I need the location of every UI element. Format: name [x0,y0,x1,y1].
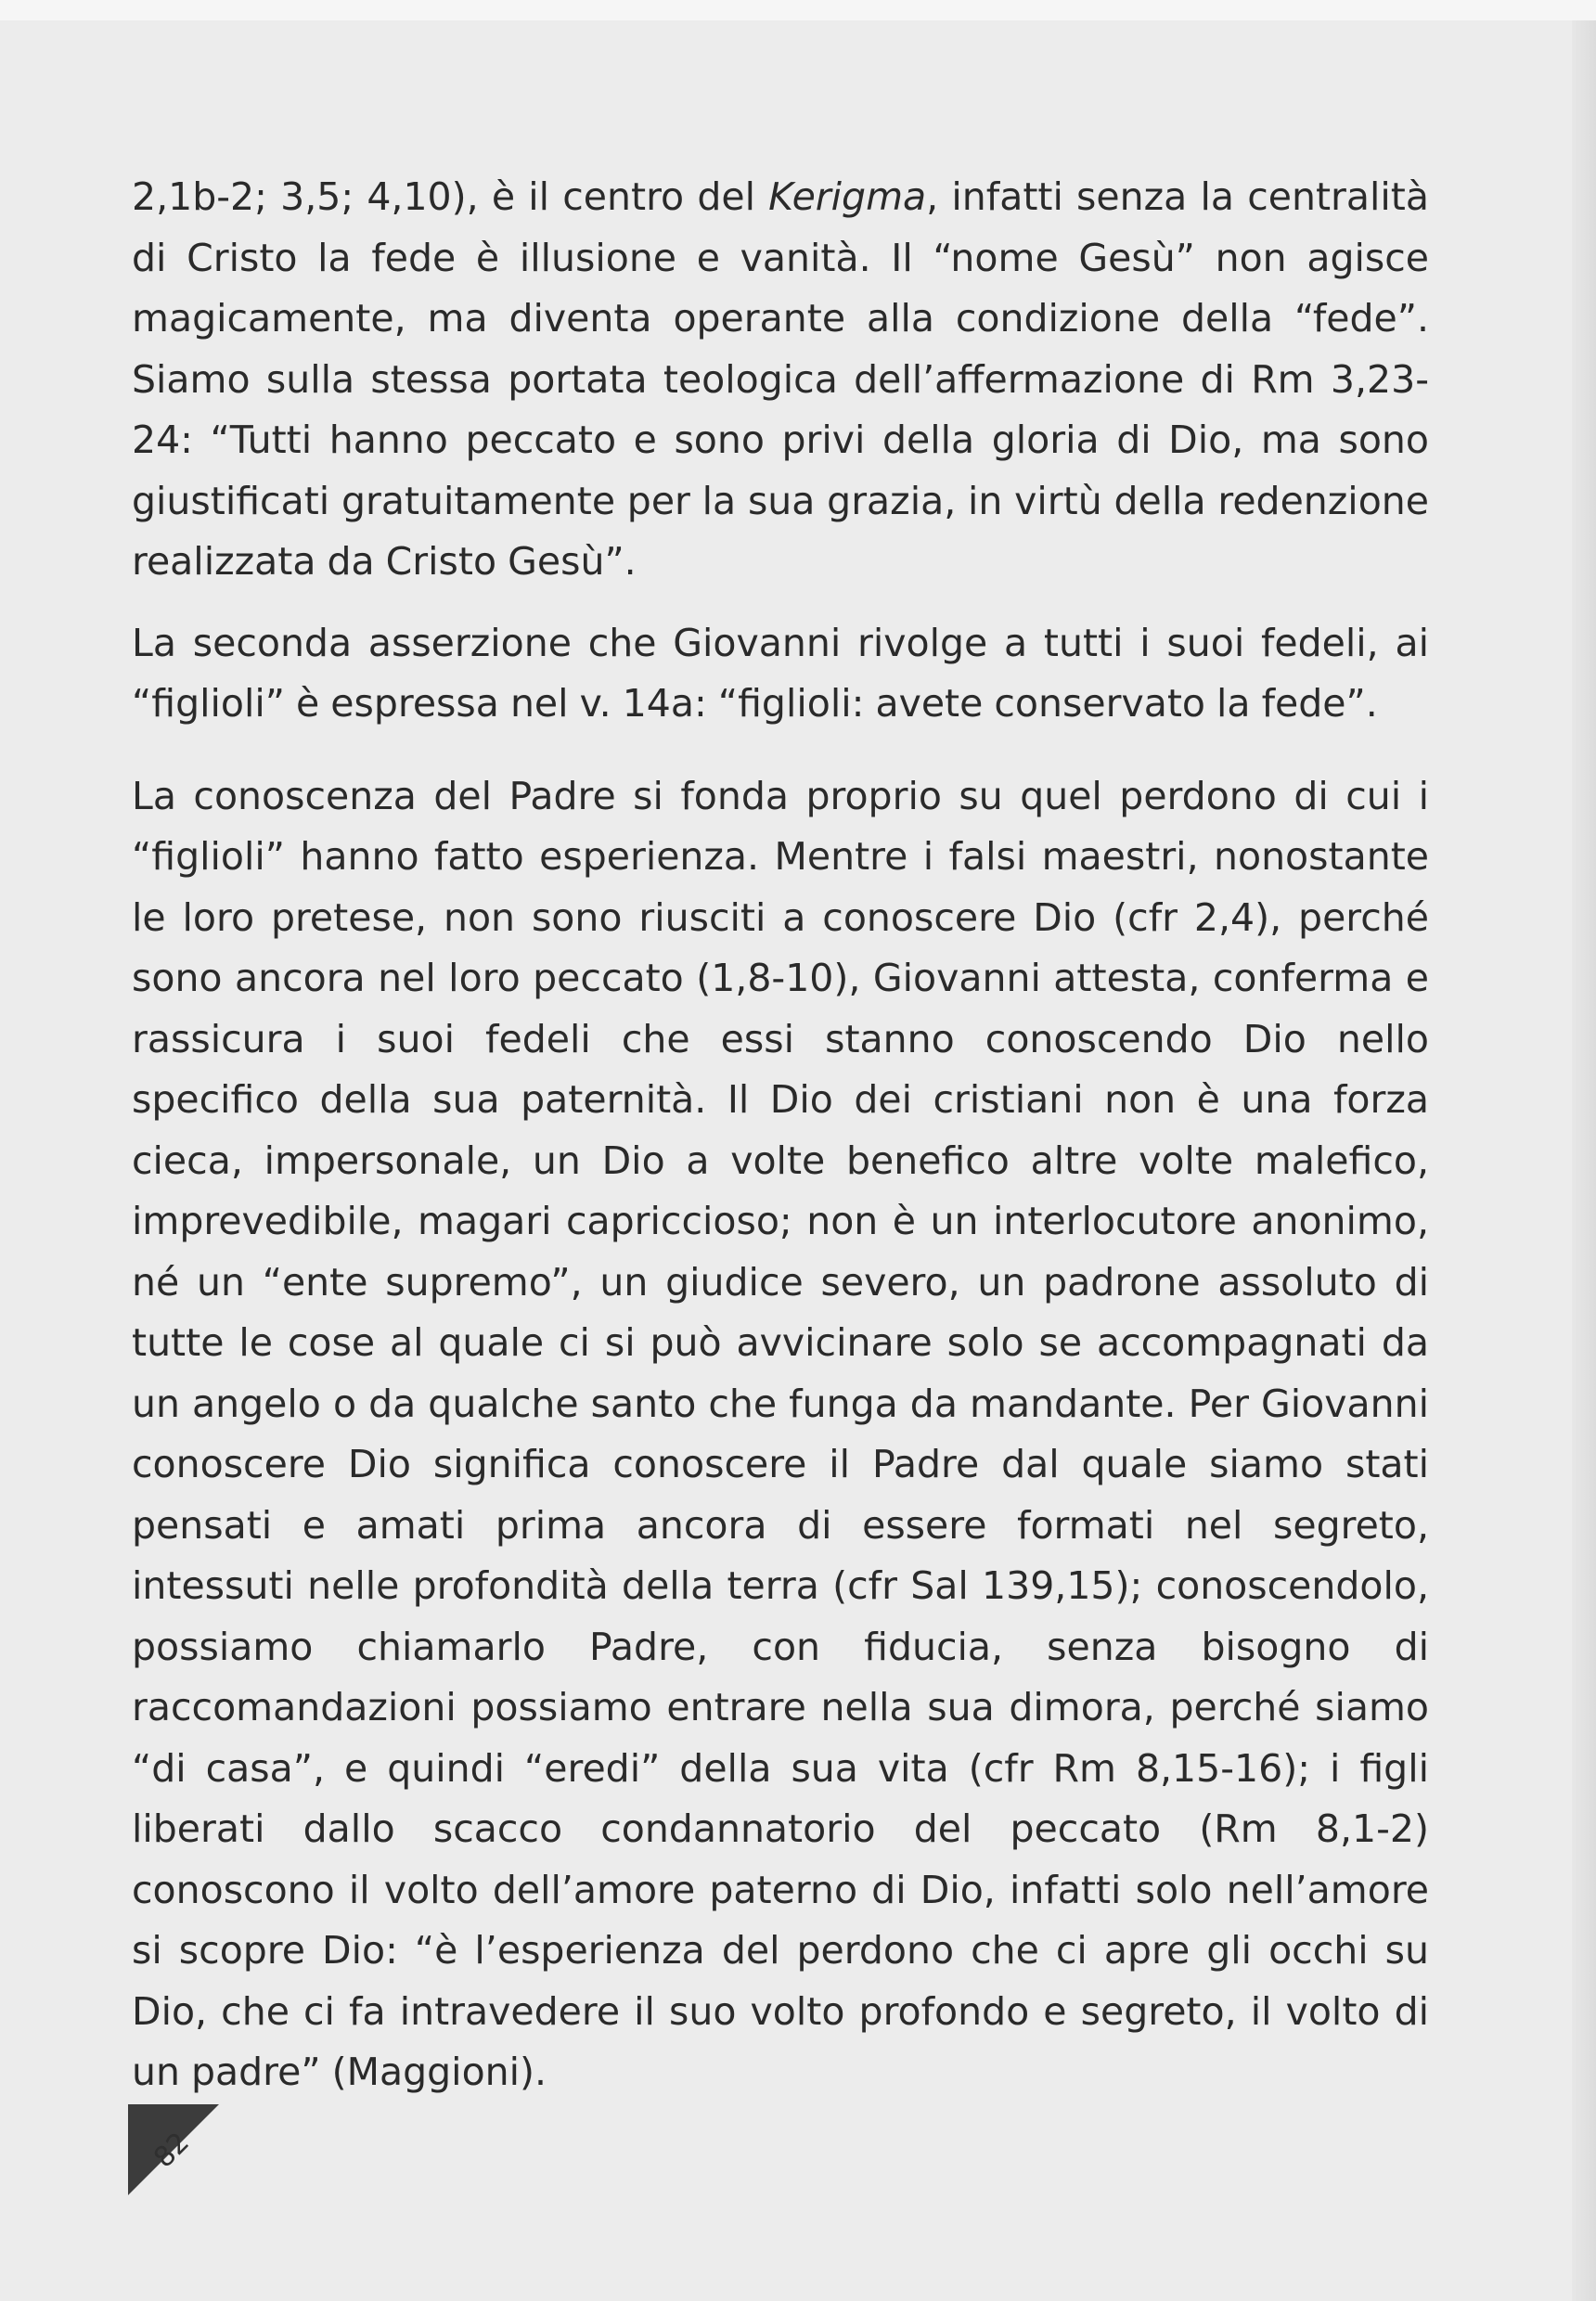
paragraph-second-assertion: La seconda asserzione che Giovanni rivolge a tutti i suoi fedeli, ai “figlioli” è espressa nel v. 14a: “figlioli: avete conservato la fede”. [132,620,1429,726]
page-edge-shadow [1572,20,1596,2301]
kerigma-italic: Kerigma [768,174,927,219]
page-number: 82 [148,2126,196,2175]
scan-top-strip [0,0,1596,20]
paragraph-kerigma [132,167,1429,593]
page-folio [128,2104,239,2216]
page-body-text [132,167,1429,2103]
paragraph-1-lead: 2,1b-2; 3,5; 4,10), è il centro del [132,174,769,219]
paragraph-knowledge-of-father: La conoscenza del Padre si fonda proprio su quel perdono di cui i “figlioli” hanno fatto esperienza. Mentre i falsi maestri, nonostante le loro pretese, non sono riusciti a conoscere Dio (cfr 2,4), perché sono ancora nel loro peccato (1,8-10), Giovanni attesta, conferma e rassicura i suoi fedeli che essi stanno conoscendo Dio nello specifico della sua paternità. Il Dio dei cristiani non è una forza cieca, impersonale, un Dio a volte benefico altre volte malefico, imprevedibile, magari capriccioso; non è un interlocutore anonimo, né un “ente supremo”, un giudice severo, un padrone assoluto di tutte le cose al quale ci si può avvicinare solo se accompagnati da un angelo o da qualche santo che funga da mandante. Per Giovanni conoscere Dio significa conoscere il Padre dal quale siamo stati pensati e amati prima ancora di essere formati nel segreto, intessuti nelle profondità della terra (cfr Sal 139,15); conoscendolo, possiamo chiamarlo Padre, con fiducia, senza bisogno di raccomandazioni possiamo entrare nella sua dimora, perché siamo “di casa”, e quindi “eredi” della sua vita (cfr Rm 8,15-16); i figli liberati dallo scacco condannatorio del peccato (Rm 8,1-2) conoscono il volto dell’amore paterno di Dio, infatti solo nell’amore si scopre Dio: “è l’esperienza del perdono che ci apre gli occhi su Dio, che ci fa intravedere il suo volto profondo e segreto, il volto di un padre” (Maggioni). [132,773,1429,2094]
paragraph-1-rest: , infatti senza la centralità di Cristo la fede è illusione e vanità. Il “nome Gesù” non agisce magicamente, ma diventa operante alla condizione della “fede”. Siamo sulla stessa portata teologica dell’affermazione di Rm 3,23-24: “Tutti hanno peccato e sono privi della gloria di Dio, ma sono giustificati gratuitamente per la sua grazia, in virtù della redenzione realizzata da Cristo Gesù”. [132,174,1429,584]
